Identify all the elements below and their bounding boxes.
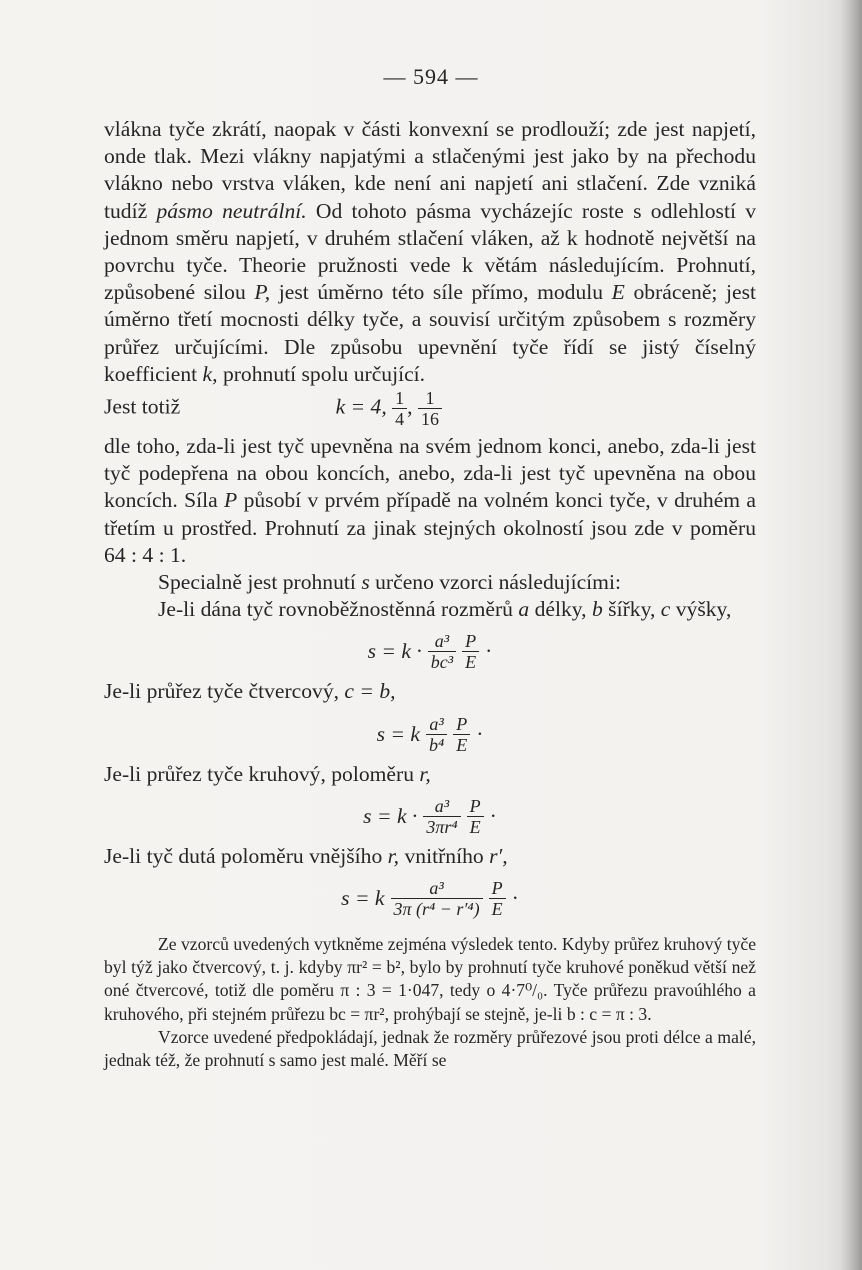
small-paragraph-2: Vzorce uvedené předpokládají, jednak že rozměry průřezové jsou proti délce a malé, jednak též, že prohnutí s samo jest malé. Měří se bbox=[104, 1026, 756, 1071]
paragraph-6: Je-li průřez tyče kruhový, poloměru r, bbox=[104, 761, 431, 786]
paragraph-1: vlákna tyče zkrátí, naopak v části konvexní se prodlouží; zde jest napjetí, onde tlak. Mezi vlákny napjatými a stlačenými jest jako by na přechodu vlákno nebo vrstva vláken, kde není ani napjetí ani stlačení. Zde vzniká tudíž pásmo neutrální. Od tohoto pásma vycházejíc roste s odlehlostí v jednom směru napjetí, v druhém stlačení vláken, až k hodnotě největší na povrchu tyče. Theorie pružnosti vede k větám následujícím. Prohnutí, způsobené silou P, jest úměrno této síle přímo, modulu E obráceně; jest úměrno třetí mocnosti délky tyče, a souvisí určitým způsobem s rozměry průřez určujícími. Dle způsobu upevnění tyče řídí se jistý číselný koefficient k, prohnutí spolu určující. bbox=[104, 117, 756, 386]
page-edge-shadow bbox=[840, 0, 862, 1270]
fraction-sixteenth: $\frac{1}{16}$ bbox=[418, 388, 442, 429]
paragraph-7: Je-li tyč dutá poloměru vnějšího r, vnitřního r′, bbox=[104, 843, 508, 868]
formula-hollow: s = k $\frac{\text{a³}}{\text{3π (r⁴ − r′⁴)}}$ $\frac{P}{E}$ · bbox=[341, 878, 519, 920]
page-body bbox=[104, 116, 756, 1072]
paragraph-4: Je-li dána tyč rovnoběžnostěnná rozměrů a délky, b šířky, c výšky, bbox=[158, 597, 732, 622]
k-equation: k = 4, $\frac{1}{4}$ , $\frac{1}{16}$ bbox=[336, 388, 442, 429]
fraction-quarter: $\frac{1}{4}$ bbox=[392, 388, 407, 429]
paragraph-2: dle toho, zda-li jest tyč upevněna na svém jednom konci, anebo, zda-li jest tyč podepřena na obou koncích, anebo, zda-li jest tyč upevněna na obou koncích. Síla P působí v prvém případě na volném konci tyče, v druhém a třetím u prostřed. Prohnutí za jinak stejných okolností jsou zde v poměru 64 : 4 : 1. bbox=[104, 434, 757, 567]
formula-rectangular: s = k · $\frac{\text{a³}}{\text{bc³}}$ $\frac{P}{E}$ · bbox=[367, 631, 493, 673]
k-values-line: Jest totiž k = 4, $\frac{1}{4}$ , $\frac{1}{16}$ bbox=[104, 388, 756, 429]
page-number: — 594 — bbox=[383, 64, 479, 89]
small-print-section bbox=[104, 933, 756, 1072]
formula-square: s = k $\frac{\text{a³}}{\text{b⁴}}$ $\frac{P}{E}$ · bbox=[376, 713, 484, 755]
paragraph-5: Je-li průřez tyče čtvercový, c = b, bbox=[104, 679, 396, 704]
small-paragraph-1: Ze vzorců uvedených vytkněme zejména výsledek tento. Kdyby průřez kruhový tyče byl týž jako čtvercový, t. j. kdyby πr² = b², bylo by prohnutí tyče kruhové poněkud větší než oné čtvercové, totiž dle poměru π : 3 = 1·047, tedy o 4·7⁰/₀. Tyče průřezu pravoúhlého a kruhového, při stejném průřezu bc = πr², prohýbají se stejně, je-li b : c = π : 3. bbox=[104, 934, 756, 1024]
paragraph-3: Specialně jest prohnutí s určeno vzorci následujícími: bbox=[158, 570, 621, 595]
formula-circular: s = k · $\frac{\text{a³}}{\text{3πr⁴}}$ $\frac{P}{E}$ · bbox=[363, 795, 497, 837]
